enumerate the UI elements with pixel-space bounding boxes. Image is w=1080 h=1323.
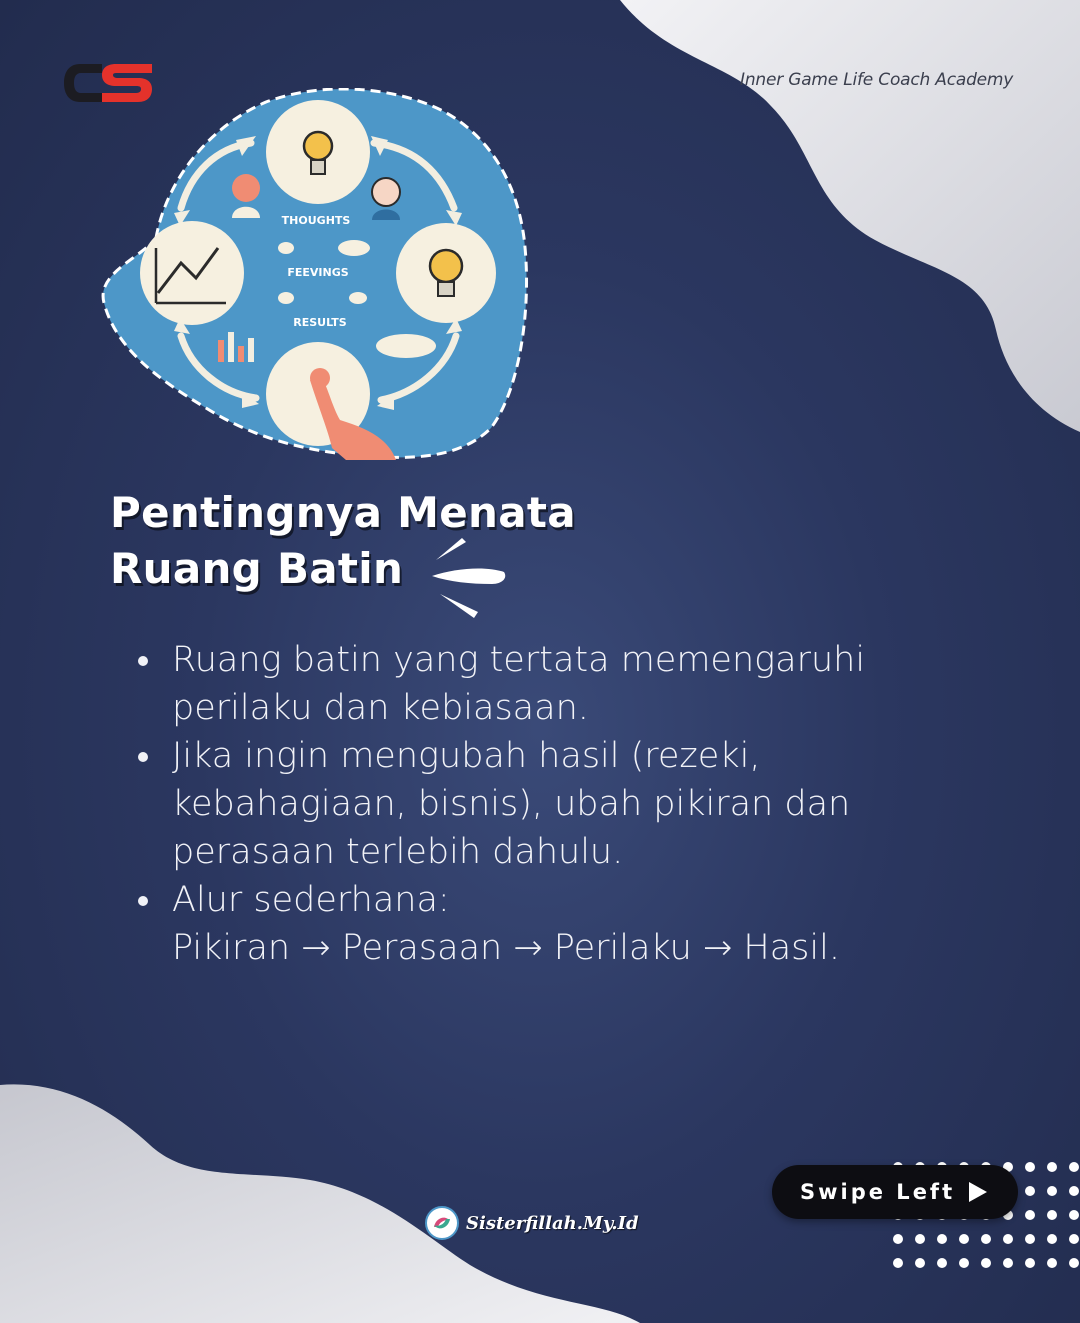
grid-dot (1069, 1186, 1079, 1196)
bullet-line: Alur sederhana: (172, 880, 450, 920)
bullet-line: perasaan terlebih dahulu. (172, 832, 624, 872)
bullet-dot (138, 752, 148, 762)
grid-dot (959, 1258, 969, 1268)
bullet-list (132, 636, 952, 972)
title-line-2: Ruang Batin (110, 544, 404, 593)
grid-dot (1025, 1162, 1035, 1172)
grid-dot (1025, 1210, 1035, 1220)
list-item (132, 876, 952, 972)
bullet-line: perilaku dan kebiasaan. (172, 688, 589, 728)
right-bulb-node (396, 223, 496, 323)
play-arrow-icon (969, 1182, 987, 1202)
grid-dot (893, 1234, 903, 1244)
grid-dot (1047, 1258, 1057, 1268)
grid-dot (893, 1258, 903, 1268)
grid-dot (1025, 1186, 1035, 1196)
brand-badge-icon (424, 1205, 460, 1241)
bullet-dot (138, 896, 148, 906)
title-line-1: Pentingnya Menata (110, 488, 576, 537)
grid-dot (915, 1258, 925, 1268)
grid-dot (1047, 1234, 1057, 1244)
list-item (132, 732, 952, 876)
swipe-left-button[interactable] (772, 1165, 1018, 1219)
grid-dot (959, 1234, 969, 1244)
bullet-line: kebahagiaan, bisnis), ubah pikiran dan (172, 784, 851, 824)
brand-name: Sisterfillah.My.Id (466, 1212, 639, 1234)
bullet-dot (138, 656, 148, 666)
bullet-line: Jika ingin mengubah hasil (rezeki, (172, 736, 761, 776)
person-right (372, 178, 400, 220)
grid-dot (1047, 1210, 1057, 1220)
grid-dot (1025, 1234, 1035, 1244)
grid-dot (915, 1234, 925, 1244)
grid-dot (981, 1258, 991, 1268)
list-item (132, 636, 952, 732)
label-thoughts: THOUGHTS (281, 214, 351, 227)
bullet-line: Ruang batin yang tertata memengaruhi (172, 640, 866, 680)
top-bulb-node (266, 100, 370, 204)
cycle-illustration (96, 88, 530, 464)
bottom-left-wave (0, 1084, 640, 1323)
grid-dot (937, 1258, 947, 1268)
top-right-wave (620, 0, 1080, 432)
flow-line: Pikiran → Perasaan → Perilaku → Hasil. (172, 928, 840, 968)
grid-dot (1047, 1162, 1057, 1172)
person-left (232, 174, 260, 218)
academy-name: Inner Game Life Coach Academy (740, 70, 1014, 90)
grid-dot (1025, 1258, 1035, 1268)
label-feelings: FEEVINGS (287, 266, 349, 279)
grid-dot (1003, 1258, 1013, 1268)
grid-dot (1003, 1234, 1013, 1244)
grid-dot (1069, 1210, 1079, 1220)
grid-dot (1069, 1258, 1079, 1268)
grid-dot (1069, 1162, 1079, 1172)
grid-dot (981, 1234, 991, 1244)
left-chart-node (140, 221, 244, 325)
grid-dot (1047, 1186, 1057, 1196)
grid-dot (937, 1234, 947, 1244)
grid-dot (1069, 1234, 1079, 1244)
footer-brand (424, 1205, 639, 1241)
swipe-left-label: Swipe Left (800, 1180, 956, 1204)
label-results: RESULTS (293, 316, 347, 329)
spark-icon (426, 532, 510, 620)
